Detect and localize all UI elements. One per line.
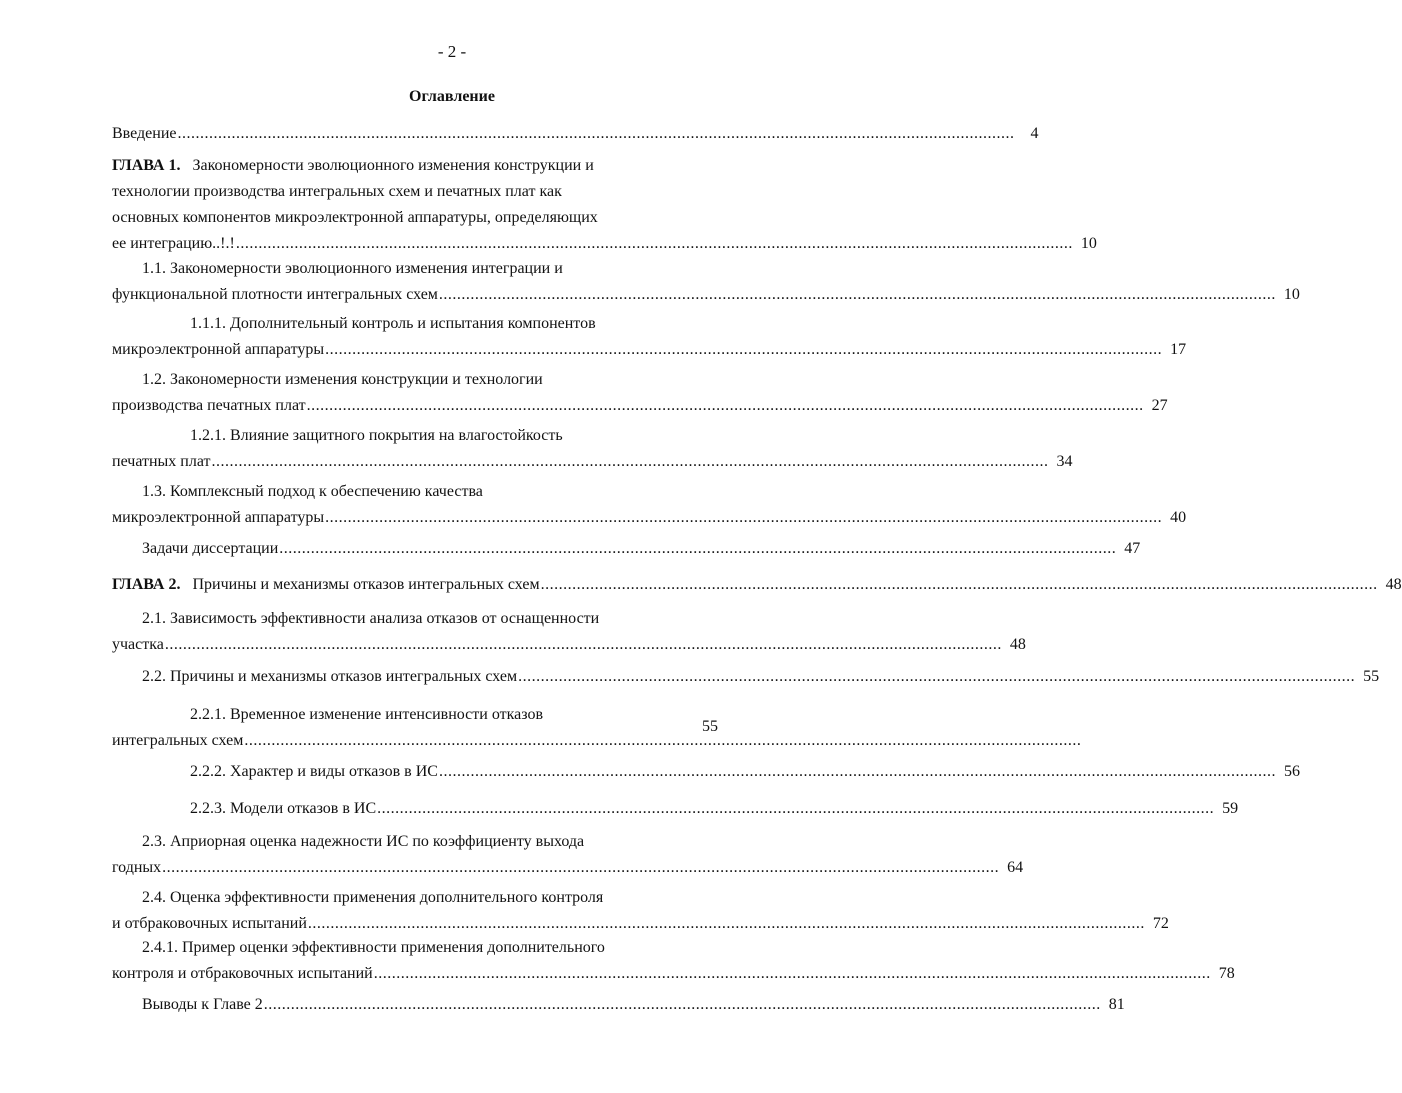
toc-entry-text: функциональной плотности интегральных схем	[112, 286, 438, 303]
toc-entry-text: 2.3. Априорная оценка надежности ИС по коэффициенту выхода	[142, 833, 585, 850]
dot-leader: ..........................................................................................................................................................................................	[263, 996, 1101, 1013]
toc-entry-text: производства печатных плат	[112, 397, 306, 414]
toc-entry-text: Причины и механизмы отказов интегральных схем	[192, 576, 540, 593]
toc-page-number: 40	[1170, 509, 1187, 526]
toc-entry-conclusions-2[interactable]	[112, 992, 1125, 1018]
toc-entry-text: печатных плат	[112, 453, 211, 470]
toc-entry-tasks[interactable]	[112, 536, 1141, 562]
toc-entry-text: интегральных схем	[112, 732, 244, 749]
toc-entry-text: Выводы к Главе 2	[142, 996, 263, 1013]
toc-page-number: 47	[1124, 540, 1141, 557]
toc-entry-chapter-1[interactable]	[112, 153, 1097, 257]
dot-leader: ..........................................................................................................................................................................................	[164, 636, 1002, 653]
toc-entry-text: и отбраковочных испытаний	[112, 915, 307, 932]
toc-entry-text: участка	[112, 636, 164, 653]
dot-leader: ..........................................................................................................................................................................................	[373, 965, 1211, 982]
toc-entry-text: 1.2. Закономерности изменения конструкции и технологии	[142, 371, 543, 388]
toc-entry-1-1-1[interactable]	[112, 311, 1187, 363]
toc-entry-text: ее интеграцию..!.!	[112, 235, 235, 252]
toc-entry-text: 1.1. Закономерности эволюционного изменения интеграции и	[142, 260, 563, 277]
dot-leader: ..........................................................................................................................................................................................	[377, 800, 1215, 817]
dot-leader: ..........................................................................................................................................................................................	[540, 576, 1378, 593]
toc-page-number: 27	[1151, 397, 1168, 414]
toc-entry-text: Введение	[112, 125, 177, 142]
toc-entry-text: микроэлектронной аппаратуры	[112, 341, 325, 358]
toc-entry-2-2-3[interactable]	[112, 796, 1239, 822]
chapter-label: ГЛАВА 1.	[112, 157, 181, 174]
toc-entry-text: Закономерности эволюционного изменения конструкции и	[192, 157, 594, 174]
dot-leader: ..........................................................................................................................................................................................	[279, 540, 1117, 557]
toc-page-number: 72	[1152, 915, 1169, 932]
dot-leader: ..........................................................................................................................................................................................	[325, 341, 1163, 358]
chapter-label: ГЛАВА 2.	[112, 576, 181, 593]
toc-entry-text: основных компонентов микроэлектронной аппаратуры, определяющих	[112, 209, 598, 226]
toc-entry-text: Задачи диссертации	[142, 540, 279, 557]
toc-entry-2-1[interactable]	[112, 606, 1026, 658]
toc-page-number: 34	[1056, 453, 1073, 470]
toc-entry-1-1[interactable]	[112, 256, 1300, 308]
toc-page-number: 56	[1283, 763, 1300, 780]
toc-page-number: 48	[1385, 576, 1402, 593]
toc-entry-2-3[interactable]	[112, 829, 1024, 881]
toc-entry-text: 1.2.1. Влияние защитного покрытия на влагостойкость	[190, 427, 563, 444]
dot-leader: ..........................................................................................................................................................................................	[438, 763, 1276, 780]
dot-leader: ..........................................................................................................................................................................................	[177, 125, 1015, 142]
toc-entry-text: 1.3. Комплексный подход к обеспечению качества	[142, 483, 483, 500]
dot-leader: ..........................................................................................................................................................................................	[235, 235, 1073, 252]
toc-entry-text: технологии производства интегральных схем и печатных плат как	[112, 183, 562, 200]
toc-entry-text: 2.2.1. Временное изменение интенсивности отказов	[190, 706, 544, 723]
toc-entry-text: микроэлектронной аппаратуры	[112, 509, 325, 526]
toc-page-number: 10	[1283, 286, 1300, 303]
toc-page-number: 48	[1009, 636, 1026, 653]
dot-leader: ..........................................................................................................................................................................................	[306, 397, 1144, 414]
toc-page-number: 81	[1108, 996, 1125, 1013]
dot-leader: ..........................................................................................................................................................................................	[162, 859, 1000, 876]
toc-entry-text: годных	[112, 859, 162, 876]
toc-entry-text: 2.2.2. Характер и виды отказов в ИС	[190, 763, 438, 780]
toc-entry-2-2-2[interactable]	[112, 759, 1300, 785]
toc-entry-text: 2.4.1. Пример оценки эффективности применения дополнительного	[142, 939, 605, 956]
page-number: - 2 -	[437, 42, 467, 61]
toc-entry-1-2[interactable]	[112, 367, 1168, 419]
toc-entry-text: 2.2.3. Модели отказов в ИС	[190, 800, 377, 817]
toc-page-number: 17	[1170, 341, 1187, 358]
toc-entry-2-4-1[interactable]	[112, 935, 1235, 987]
toc-entry-2-2-1[interactable]	[112, 702, 1082, 754]
toc-entry-chapter-2[interactable]	[112, 572, 1402, 598]
toc-entry-1-3[interactable]	[112, 479, 1187, 531]
toc-entry-text: контроля и отбраковочных испытаний	[112, 965, 373, 982]
toc-entry-text: 2.4. Оценка эффективности применения дополнительного контроля	[142, 889, 604, 906]
toc-entry-1-2-1[interactable]	[112, 423, 1073, 475]
dot-leader: ..........................................................................................................................................................................................	[325, 509, 1163, 526]
toc-entry-text: 1.1.1. Дополнительный контроль и испытания компонентов	[190, 315, 596, 332]
toc-page-number: 55	[1363, 668, 1380, 685]
dot-leader: ..........................................................................................................................................................................................	[211, 453, 1049, 470]
dot-leader: ..........................................................................................................................................................................................	[518, 668, 1356, 685]
toc-page-number: 64	[1007, 859, 1024, 876]
dot-leader: ..........................................................................................................................................................................................	[307, 915, 1145, 932]
toc-entry-2-2[interactable]	[112, 664, 1380, 690]
toc-page-number: 4	[1030, 125, 1039, 142]
toc-page-number: 55	[702, 718, 718, 735]
toc-page-number: 10	[1080, 235, 1097, 252]
toc-entry-2-4[interactable]	[112, 885, 1169, 937]
toc-entry-text: 2.1. Зависимость эффективности анализа отказов от оснащенности	[142, 610, 600, 627]
toc-title: Оглавление	[409, 88, 495, 105]
dot-leader: ..........................................................................................................................................................................................	[438, 286, 1276, 303]
toc-entry-introduction[interactable]	[112, 121, 1039, 147]
toc-page-number: 59	[1222, 800, 1239, 817]
dot-leader: ..........................................................................................................................................................................................	[244, 732, 1082, 749]
toc-entry-text: 2.2. Причины и механизмы отказов интегральных схем	[142, 668, 518, 685]
toc-page-number: 78	[1218, 965, 1235, 982]
